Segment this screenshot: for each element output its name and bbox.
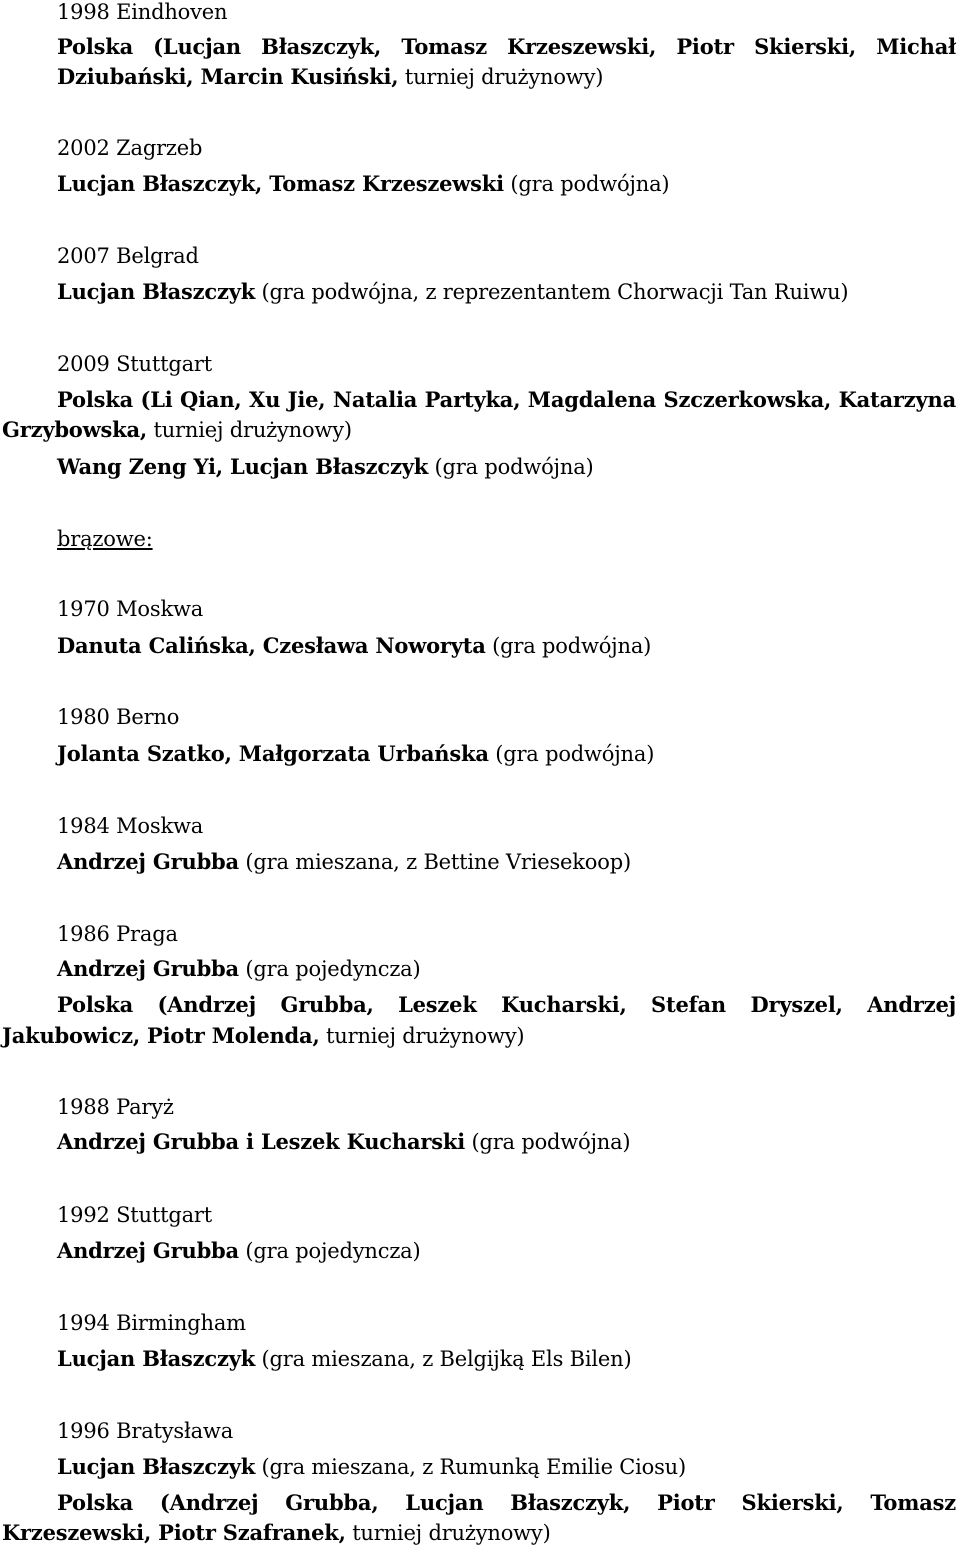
section-heading-bronze: brązowe: <box>57 527 153 551</box>
entry-line <box>57 628 956 664</box>
team-names: Polska (Lucjan Błaszczyk, Tomasz Krzeszewski, Piotr Skierski, Michał <box>57 34 956 59</box>
entry-year-city: 1970 Moskwa <box>57 597 204 621</box>
entry-year-city: 1992 Stuttgart <box>57 1203 212 1227</box>
event-type: (gra podwójna, z reprezentantem Chorwacji Tan Ruiwu) <box>255 280 849 304</box>
entry-year-city: 2007 Belgrad <box>57 244 199 268</box>
entry-line <box>57 166 956 202</box>
entry-year-city: 1998 Eindhoven <box>57 0 228 24</box>
entry-line <box>57 1341 956 1377</box>
event-type: (gra pojedyncza) <box>238 1239 421 1263</box>
entry-line <box>57 59 956 95</box>
player-names: Lucjan Błaszczyk, Tomasz Krzeszewski <box>57 171 504 196</box>
player-names: Andrzej Grubba <box>57 1238 239 1263</box>
team-names: Polska (Andrzej Grubba, Leszek Kucharski, Stefan Dryszel, Andrzej <box>57 992 956 1017</box>
entry-line <box>57 1124 956 1160</box>
player-names: Andrzej Grubba i Leszek Kucharski <box>57 1129 465 1154</box>
entry-year-city: 1988 Paryż <box>57 1095 174 1119</box>
entry-line <box>2 1018 956 1054</box>
event-type: turniej drużynowy) <box>319 1024 525 1048</box>
entry-year-city: 1994 Birmingham <box>57 1311 246 1335</box>
entry-line <box>57 736 956 772</box>
event-type: (gra mieszana, z Rumunką Emilie Ciosu) <box>255 1455 686 1479</box>
entry-year-city: 1986 Praga <box>57 922 178 946</box>
player-names: Lucjan Błaszczyk <box>57 1454 256 1479</box>
entry-line <box>2 1515 956 1551</box>
event-type: (gra mieszana, z Belgijką Els Bilen) <box>255 1347 632 1371</box>
entry-year-city: 1980 Berno <box>57 705 180 729</box>
team-names: Grzybowska, <box>2 417 147 442</box>
event-type: (gra podwójna) <box>428 455 594 479</box>
team-names: Jakubowicz, Piotr Molenda, <box>2 1023 320 1048</box>
event-type: turniej drużynowy) <box>345 1521 551 1545</box>
event-type: (gra podwójna) <box>464 1130 631 1154</box>
entry-line <box>57 1449 956 1485</box>
player-names: Andrzej Grubba <box>57 956 239 981</box>
entry-year-city: 2002 Zagrzeb <box>57 136 203 160</box>
entry-line <box>57 951 956 987</box>
team-names: Polska (Li Qian, Xu Jie, Natalia Partyka, Magdalena Szczerkowska, Katarzyna <box>57 387 956 412</box>
entry-line <box>57 1233 956 1269</box>
player-names: Lucjan Błaszczyk <box>57 279 256 304</box>
entry-year-city: 1996 Bratysława <box>57 1419 234 1443</box>
event-type: turniej drużynowy) <box>398 65 604 89</box>
team-names: Dziubański, Marcin Kusiński, <box>57 64 399 89</box>
entry-line <box>2 412 956 448</box>
team-names: Polska (Andrzej Grubba, Lucjan Błaszczyk, Piotr Skierski, Tomasz <box>57 1490 956 1515</box>
event-type: (gra mieszana, z Bettine Vriesekoop) <box>238 850 631 874</box>
event-type: turniej drużynowy) <box>147 418 352 442</box>
team-names: Krzeszewski, Piotr Szafranek, <box>2 1520 346 1545</box>
event-type: (gra podwójna) <box>488 742 655 766</box>
player-names: Danuta Calińska, Czesława Noworyta <box>57 633 486 658</box>
entry-year-city: 1984 Moskwa <box>57 814 204 838</box>
event-type: (gra pojedyncza) <box>238 957 421 981</box>
entry-year-city: 2009 Stuttgart <box>57 352 212 376</box>
player-names: Wang Zeng Yi, Lucjan Błaszczyk <box>57 454 429 479</box>
entry-line <box>57 844 956 880</box>
player-names: Andrzej Grubba <box>57 849 239 874</box>
event-type: (gra podwójna) <box>503 172 670 196</box>
event-type: (gra podwójna) <box>485 634 652 658</box>
player-names: Jolanta Szatko, Małgorzata Urbańska <box>57 741 489 766</box>
player-names: Lucjan Błaszczyk <box>57 1346 256 1371</box>
entry-line <box>57 449 956 485</box>
entry-line <box>57 274 956 310</box>
